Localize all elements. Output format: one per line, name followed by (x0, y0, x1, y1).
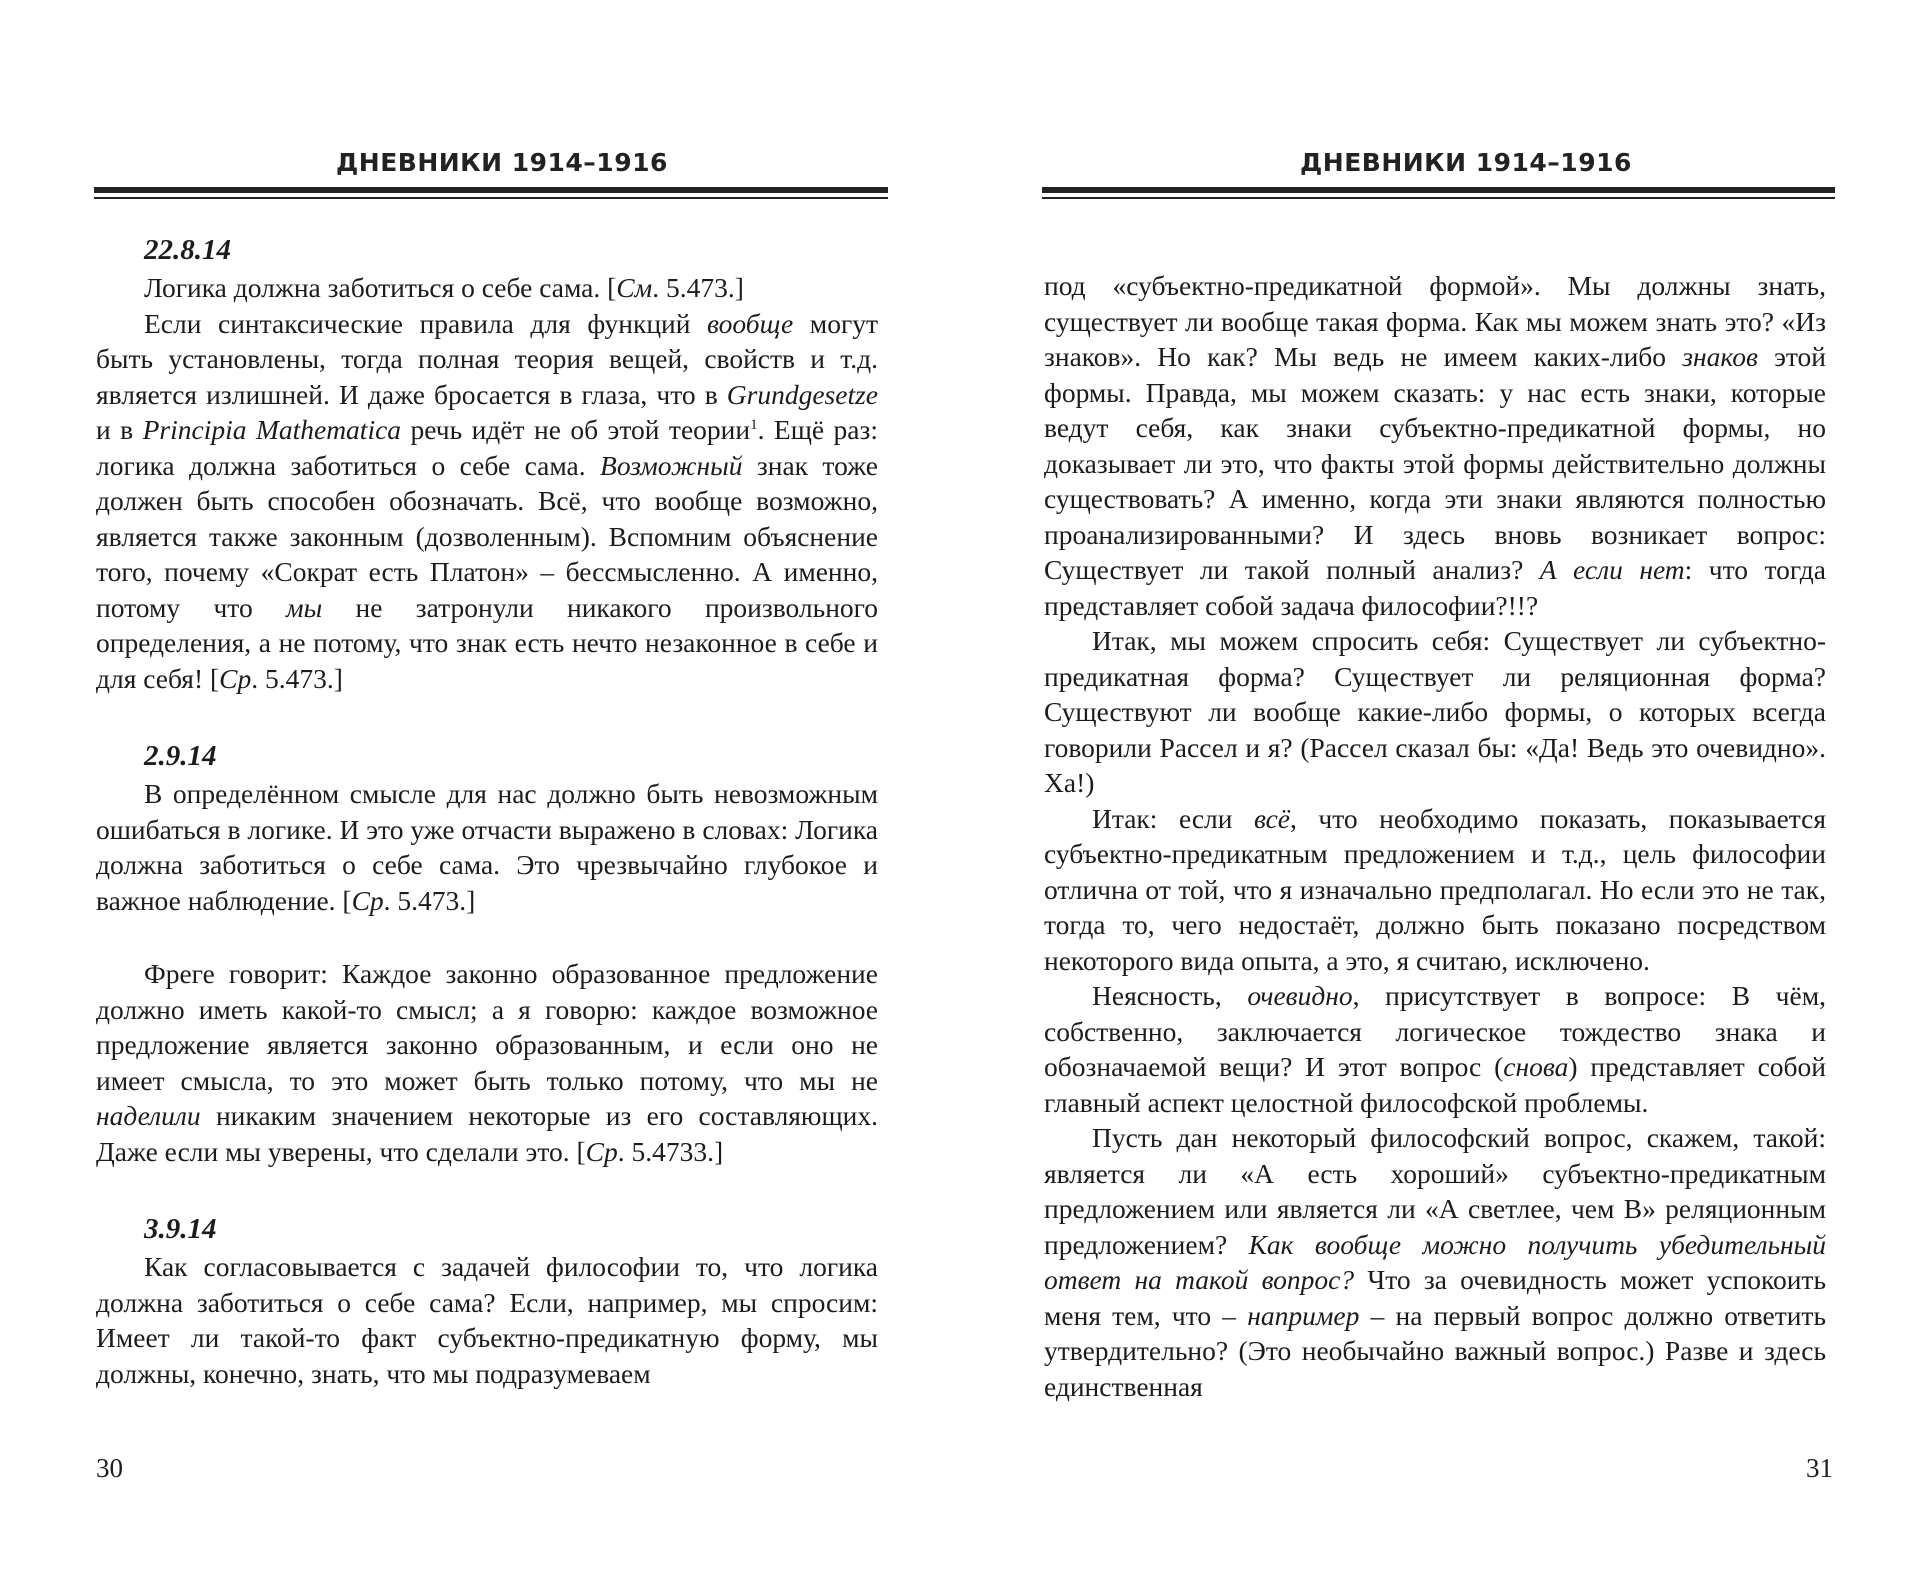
paragraph: Итак: если всё, что необходимо показать, показывается субъектно-предикатным предложением и т.д., цель философии отлична от той, что я изначально предполагал. Но если это не так, тогда то, чего недостаёт, должно быть показано посредством некоторого вида опыта, а это, я считаю, исключено. (1044, 802, 1826, 976)
paragraph: Фреге говорит: Каждое законно образованное предложение должно иметь какой-то смысл; а я говорю: каждое возможное предложение является законно образованным, и если оно не имеет смысла, то это может быть только потому, что мы не наделили никаким значением некоторые из его составляющих. Даже если мы уверены, что сделали это. [Ср. 5.4733.] (96, 958, 878, 1167)
paragraph: Если синтаксические правила для функций вообще могут быть установлены, тогда полная теория вещей, свойств и т.д. является излишней. И даже бросается в глаза, что в Grundgesetze и в Principia Mathematica речь идёт не об этой теории$^1$. Ещё раз: логика должна заботиться о себе сама. Возможный знак тоже должен быть способен обозначать. Всё, что вообще возможно, является также законным (дозволенным). Вспомним объяснение того, почему «Сократ есть Платон» – бессмысленно. А именно, потому что мы не затронули никакого произвольного определения, а не потому, что знак есть нечто незаконное в себе и для себя! [Ср. 5.473.] (96, 307, 879, 694)
running-head: ДНЕВНИКИ 1914–1916 (1300, 148, 1632, 177)
header-rule (1042, 187, 1835, 199)
paragraph: Логика должна заботиться о себе сама. [См. 5.473.] (144, 272, 744, 303)
footnote-marker: 1 (750, 416, 758, 433)
paragraph: Неясность, очевидно, присутствует в вопросе: В чём, собственно, заключается логическое тождество знака и обозначаемой вещи? И этот вопрос (снова) представляет собой главный аспект целостной философской проблемы. (1044, 980, 1826, 1118)
paragraph: Как согласовывается с задачей философии то, что логика должна заботиться о себе сама? Если, например, мы спросим: Имеет ли такой-то факт субъектно-предикатную форму, мы должны, конечно, знать, что мы подразумеваем (96, 1251, 878, 1389)
running-head: ДНЕВНИКИ 1914–1916 (336, 148, 668, 177)
paragraph: В определённом смысле для нас должно быть невозможным ошибаться в логике. И это уже отчасти выражено в словах: Логика должна заботиться о себе сама. Это чрезвычайно глубокое и важное наблюдение. [Ср. 5.473.] (96, 778, 878, 916)
page-number: 30 (96, 1453, 123, 1483)
page-body (96, 230, 878, 1391)
entry-date: 3.9.14 (144, 1213, 217, 1245)
page-number: 31 (1806, 1453, 1833, 1483)
paragraph: под «субъектно-предикатной формой». Мы должны знать, существует ли вообще такая форма. Как мы можем знать это? «Из знаков». Но как? Мы ведь не имеем каких-либо знаков этой формы. Правда, мы можем сказать: у нас есть знаки, которые ведут себя, как знаки субъектно-предикатной формы, но доказывает ли это, что факты этой формы действительно должны существовать? А именно, когда эти знаки являются полностью проанализированными? И здесь вновь возникает вопрос: Существует ли такой полный анализ? А если нет: что тогда представляет собой задача философии?!!? (1044, 270, 1827, 621)
header-rule (94, 187, 888, 199)
entry-date: 22.8.14 (144, 234, 231, 266)
entry-date: 2.9.14 (144, 740, 217, 772)
right-page (960, 0, 1920, 1582)
paragraph: Пусть дан некоторый философский вопрос, скажем, такой: является ли «А есть хороший» субъектно-предикатным предложением или является ли «А светлее, чем В» реляционным предложением? Как вообще можно получить убедительный ответ на такой вопрос? Что за очевидность может успокоить меня тем, что – например – на первый вопрос должно ответить утвердительно? (Это необычайно важный вопрос.) Разве и здесь единственная (1044, 1122, 1826, 1402)
page-body (1044, 268, 1826, 1404)
paragraph: Итак, мы можем спросить себя: Существует ли субъектно-предикатная форма? Существует ли реляционная форма? Существуют ли вообще какие-либо формы, о которых всегда говорили Рассел и я? (Рассел сказал бы: «Да! Ведь это очевидно». Ха!) (1044, 625, 1826, 798)
